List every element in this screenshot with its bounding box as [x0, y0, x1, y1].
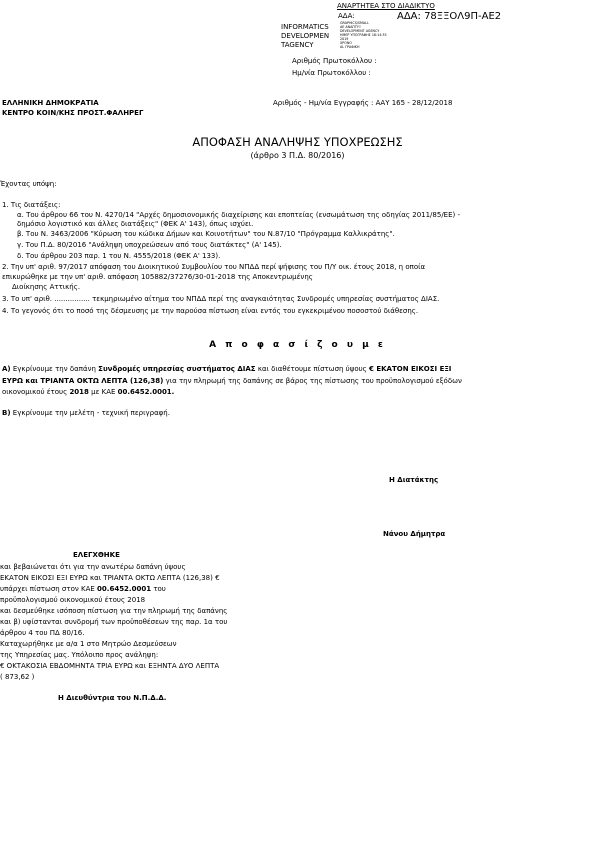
item-1a-line-1: α. Του άρθρου 66 του Ν. 4270/14 "Αρχές δημοσιονομικής διαχείρισης και εποπτείας (ενσωμάτωση της οδηγίας 2011/85/ΕΕ) -: [17, 211, 461, 219]
verification-line-11: ( 873,62 ): [0, 673, 35, 681]
verification-line-8: Καταχωρήθηκε με α/α 1 στο Μητρώο Δεσμεύσεων: [0, 640, 177, 648]
verification-line-1: και βεβαιώνεται ότι για την ανωτέρω δαπάνη ύψους: [0, 563, 186, 571]
posted-online-label: ΑΝΑΡΤΗΤΕΑ ΣΤΟ ΔΙΑΔΙΚΤΥΟ: [337, 2, 435, 10]
item-1c: γ. Του Π.Δ. 80/2016 "Ανάληψη υποχρεώσεων από τους διατάκτες" (Α' 145).: [17, 241, 282, 249]
item-4: 4. Το γεγονός ότι το ποσό της δέσμευσης με την παρούσα πίστωση είναι εντός του εγκεκριμένου ποσοστού διάθεσης.: [2, 307, 419, 315]
item-1: 1. Τις διατάξεις:: [2, 201, 61, 209]
decision-a-kae: 00.6452.0001.: [117, 388, 175, 396]
decision-a-text-1: Εγκρίνουμε την δαπάνη: [12, 365, 96, 373]
decision-a-line-1: [2, 365, 451, 374]
protocol-date-label: Ημ/νία Πρωτοκόλλου :: [292, 69, 371, 77]
director-signer: Η Διευθύντρια του Ν.Π.Δ.Δ.: [58, 694, 167, 702]
decision-heading: Α π ο φ α σ ί ζ ο υ μ ε: [209, 340, 386, 350]
stamp-fine-print-1: GRAPHICS/SMALL: [340, 21, 369, 25]
decision-a-line-2: [2, 377, 462, 386]
verification-line-5: και δεσμεύθηκε ισόποση πίστωση για την πληρωμή της δαπάνης: [0, 607, 228, 615]
verification-line-2: ΕΚΑΤΟΝ ΕΙΚΟΣΙ ΕΞΙ ΕΥΡΩ και ΤΡΙΑΝΤΑ ΟΚΤΩ ΛΕΠΤΑ (126,38) €: [0, 574, 220, 582]
stamp-org-line-3: TAGENCY: [281, 41, 314, 49]
item-1a-line-2: δημόσιο λογιστικό και άλλες διατάξεις" (ΦΕΚ Α' 143), όπως ισχύει.: [17, 220, 254, 228]
stamp-fine-print-3: DEVELOPMENT AGENCY: [340, 29, 380, 33]
stamp-fine-print-2: ΑΕ ΑΝΑΠΤΥΞ: [340, 25, 361, 29]
stamp-fine-print-4: ΗΜΕΡ ΥΠΟΓΡΑΦΗΣ 18:14:35: [340, 33, 387, 37]
protocol-number-label: Αριθμός Πρωτοκόλλου :: [292, 57, 377, 65]
decision-a-text-3: για την πληρωμή της δαπάνης σε βάρος της πίστωσης του προϋπολογισμού εξόδων: [165, 377, 462, 385]
signatory-role: Η Διατάκτης: [389, 476, 439, 484]
issuer-line-1: ΕΛΛΗΝΙΚΗ ΔΗΜΟΚΡΑΤΙΑ: [2, 99, 99, 107]
decision-a-label: Α): [2, 365, 11, 373]
decision-a-amount-1: € ΕΚΑΤΟΝ ΕΙΚΟΣΙ ΕΞΙ: [369, 365, 452, 373]
verification-line-10: € ΟΚΤΑΚΟΣΙΑ ΕΒΔΟΜΗΝΤΑ ΤΡΙΑ ΕΥΡΩ και ΕΞΗΝΤΑ ΔΥΟ ΛΕΠΤΑ: [0, 662, 220, 670]
decision-b-text: Εγκρίνουμε την μελέτη - τεχνική περιγραφή.: [12, 409, 170, 417]
verification-heading: ΕΛΕΓΧΘΗΚΕ: [73, 551, 120, 559]
verification-line-4: προϋπολογισμού οικονομικού έτους 2018: [0, 596, 146, 604]
decision-a-text-4: οικονομικού έτους: [2, 388, 68, 396]
verification-line-9: της Υπηρεσίας μας. Υπόλοιπο προς ανάληψη:: [0, 651, 159, 659]
verification-kae: 00.6452.0001: [97, 585, 152, 593]
page-subtitle: (άρθρο 3 Π.Δ. 80/2016): [250, 151, 345, 160]
decision-a-year: 2018: [69, 388, 89, 396]
item-1b: β. Του Ν. 3463/2006 "Κύρωση του κώδικα Δήμων και Κοινοτήτων" του Ν.87/10 "Πρόγραμμα Καλλικράτης".: [17, 230, 395, 238]
decision-a-text-5: με ΚΑΕ: [91, 388, 116, 396]
registration-line: Αριθμός - Ημ/νία Εγγραφής : ΑΑΥ 165 - 28/12/2018: [273, 99, 453, 107]
item-3: 3. Το υπ' αριθ. ................ τεκμηριωμένο αίτημα του ΝΠΔΔ περί της αναγκαιότητας Συνδρομές υπηρεσίας συστήματος ΔΙΑΣ.: [2, 295, 440, 303]
stamp-org-line-2: DEVELOPMEN: [281, 32, 330, 40]
item-2-line-1: 2. Την υπ' αριθ. 97/2017 απόφαση του Διοικητικού Συμβουλίου του ΝΠΔΔ περί ψήφισης του Π/Υ οικ. έτους 2018, η οποία: [2, 263, 426, 271]
decision-a-line-3: [2, 388, 174, 397]
item-2-line-3: Διοίκησης Αττικής.: [12, 283, 81, 291]
verification-line-3-end: του: [153, 585, 166, 593]
page-title: ΑΠΟΦΑΣΗ ΑΝΑΛΗΨΗΣ ΥΠΟΧΡΕΩΣΗΣ: [192, 135, 403, 149]
stamp-fine-print-6: ΧΡΟΝΟ: [340, 41, 352, 45]
decision-a-text-2: και διαθέτουμε πίστωση ύψους: [257, 365, 367, 373]
verification-line-3: [0, 585, 166, 594]
decision-b-label: Β): [2, 409, 11, 417]
verification-line-3-text: υπάρχει πίστωση στον ΚΑΕ: [0, 585, 95, 593]
decision-a-amount-2: ΕΥΡΩ και ΤΡΙΑΝΤΑ ΟΚΤΩ ΛΕΠΤΑ (126,38): [2, 377, 164, 385]
issuer-line-2: ΚΕΝΤΡΟ ΚΟΙΝ/ΚΗΣ ΠΡΟΣΤ.ΦΑΛΗΡΕΓ: [2, 109, 144, 117]
stamp-fine-print-5: 2019: [340, 37, 349, 41]
ada-label: ΑΔΑ:: [338, 12, 355, 20]
stamp-fine-print-7: AL ΓΡΑΦΙΚΗ: [340, 45, 360, 49]
verification-line-7: άρθρου 4 του ΠΔ 80/16.: [0, 629, 85, 637]
decision-a-expense: Συνδρομές υπηρεσίας συστήματος ΔΙΑΣ: [98, 365, 256, 373]
ada-stamp-value: ΑΔΑ: 78ΞΞΟΛ9Π-ΑΕ2: [397, 11, 502, 22]
having-regard: Έχοντας υπόψη:: [0, 180, 57, 188]
decision-b-line: [2, 409, 170, 418]
item-1d: δ. Του άρθρου 203 παρ. 1 του Ν. 4555/2018 (ΦΕΚ Α' 133).: [17, 252, 221, 260]
verification-line-6: και β) υφίστανται συνδρομή των προϋποθέσεων της παρ. 1α του: [0, 618, 228, 626]
item-2-line-2: επικυρώθηκε με την υπ' αριθ. απόφαση 105882/37276/30-01-2018 της Αποκεντρωμένης: [2, 273, 313, 281]
signatory-name: Νάνου Δήμητρα: [383, 530, 446, 538]
stamp-org-line-1: INFORMATICS: [281, 23, 329, 31]
